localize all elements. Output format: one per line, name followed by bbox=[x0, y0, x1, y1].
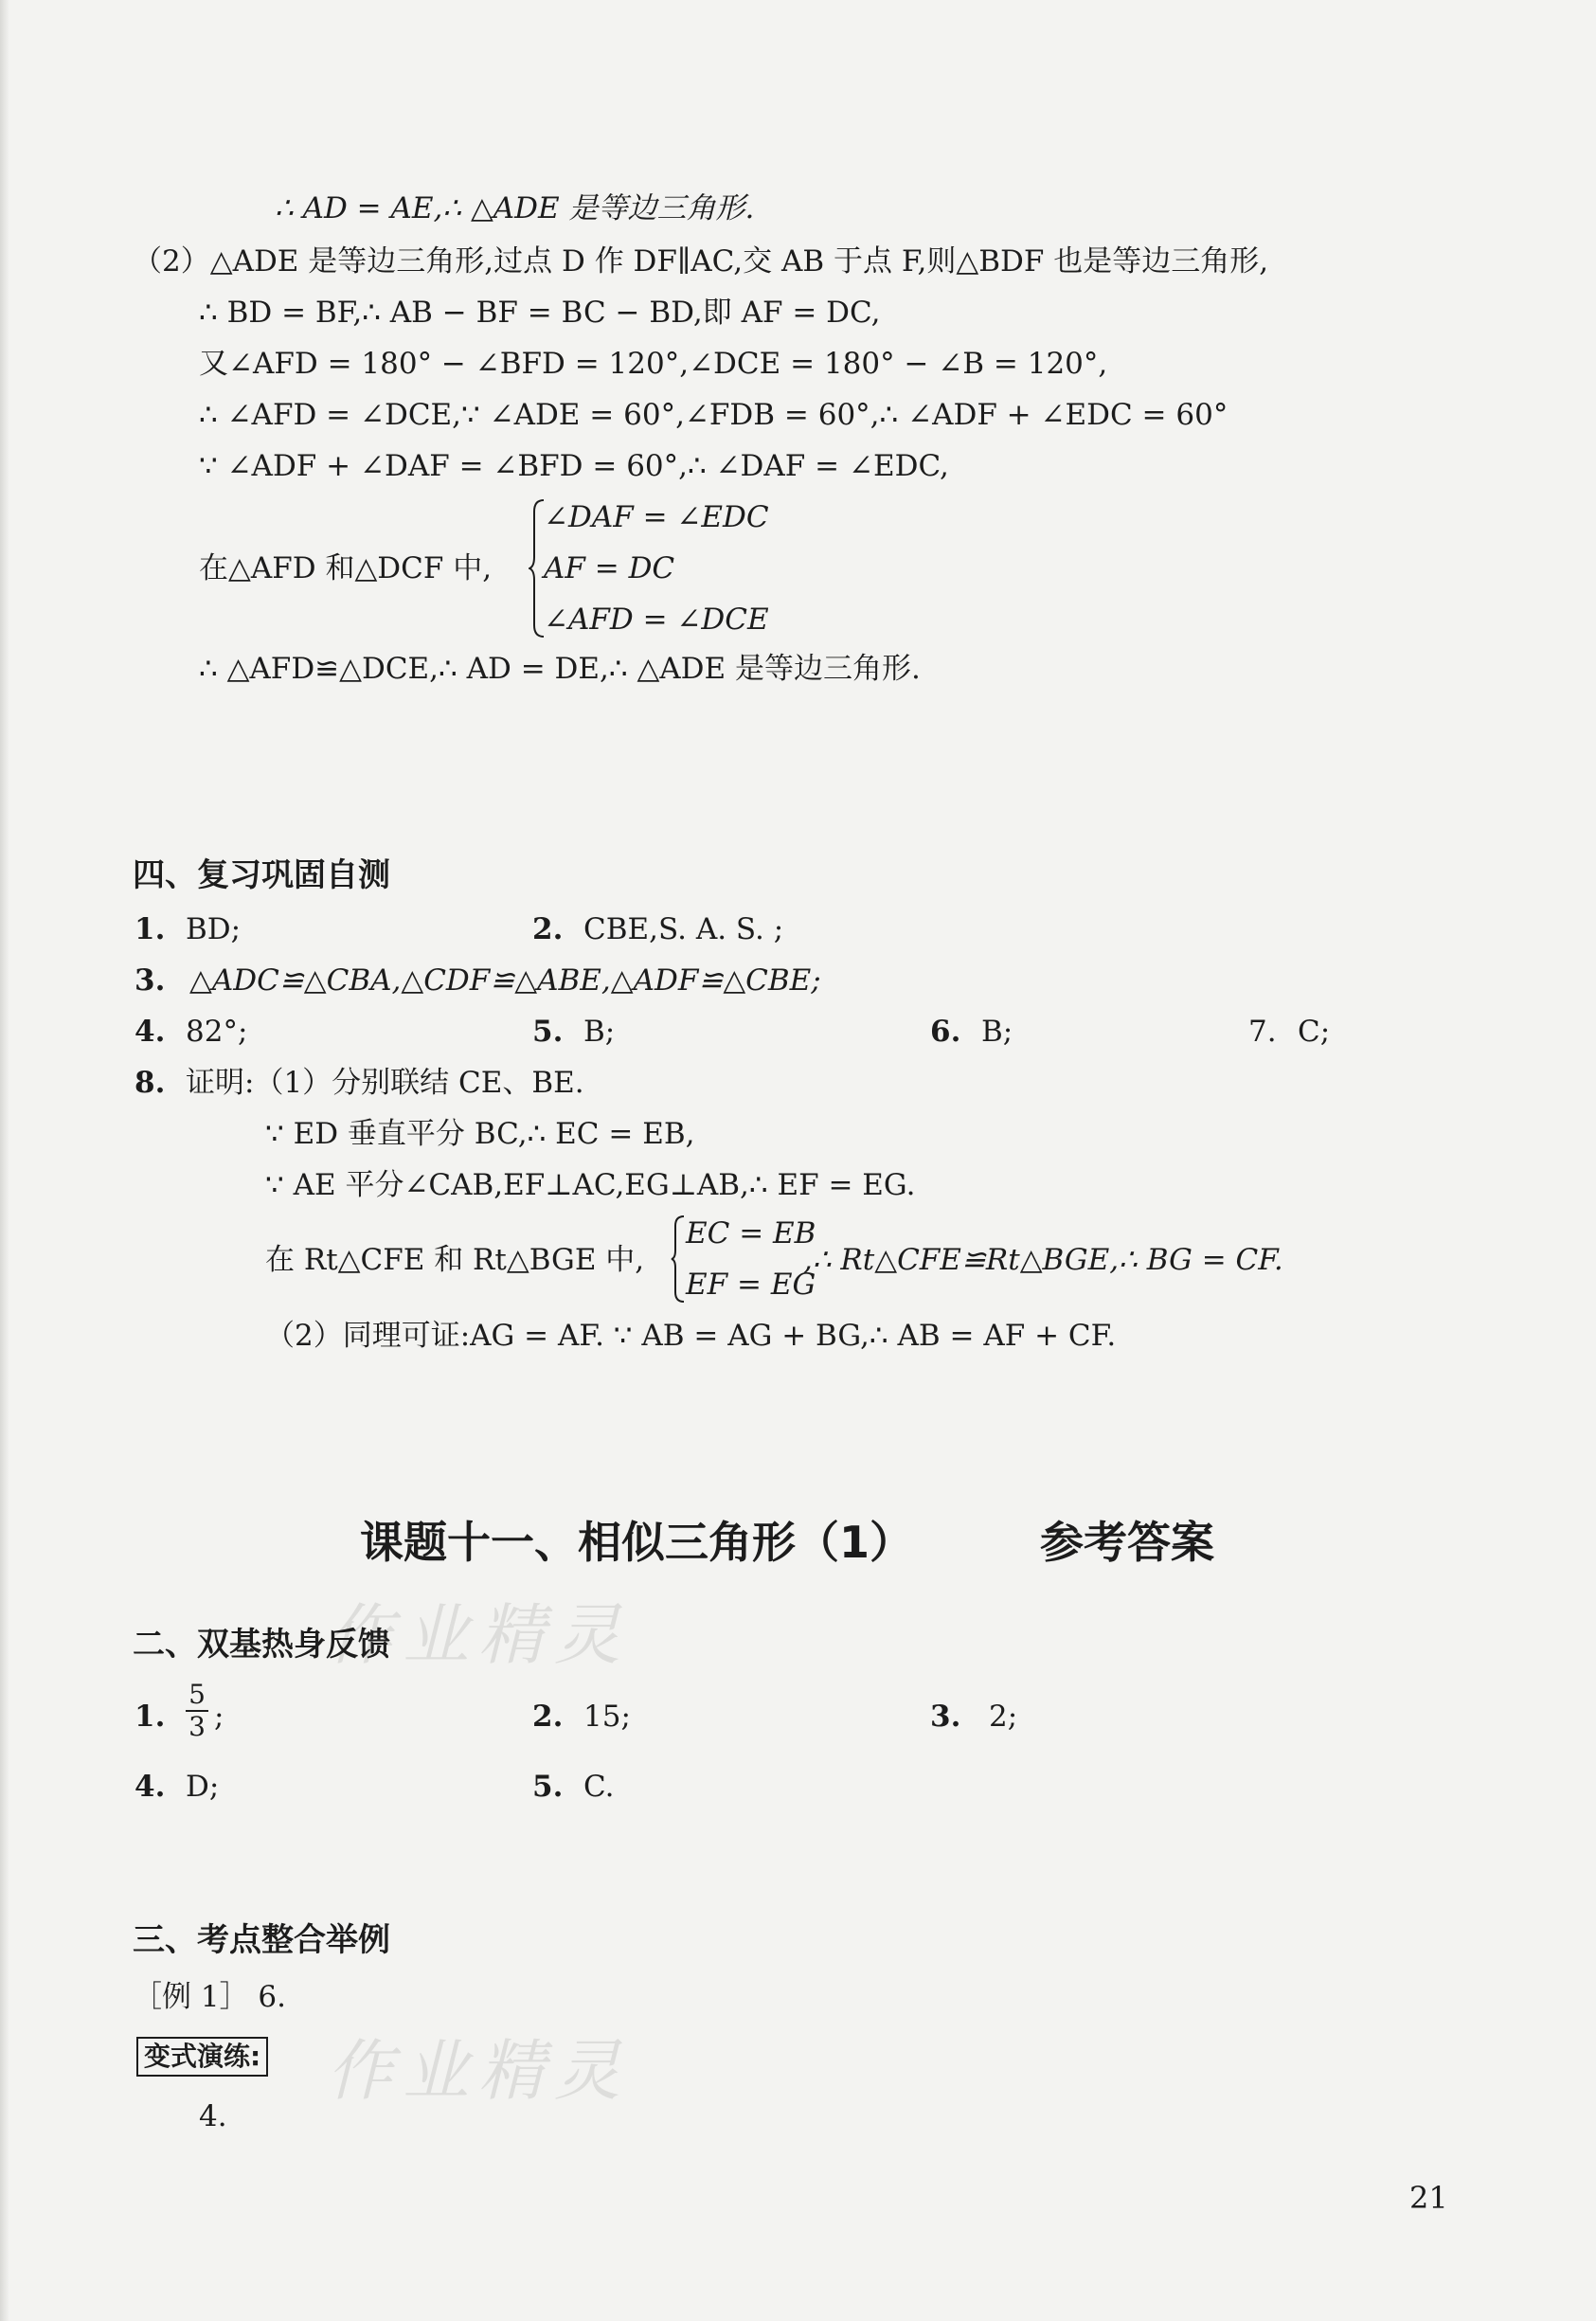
variant-answer: 4. bbox=[199, 2099, 227, 2133]
question-number: 4. bbox=[134, 1770, 166, 1804]
question-number: 1. bbox=[134, 1700, 166, 1734]
answer-text: ; bbox=[214, 1700, 224, 1734]
lesson-title-suffix: 参考答案 bbox=[1040, 1517, 1214, 1568]
system-line: EF = EG bbox=[686, 1268, 816, 1302]
variant-label: 变式演练: bbox=[136, 2037, 268, 2077]
system-prefix: 在△AFD 和△DCF 中, bbox=[199, 551, 493, 585]
watermark: 作业精灵 bbox=[327, 1596, 630, 1674]
answer-text: 15; bbox=[583, 1700, 631, 1734]
answer-text: 82°; bbox=[186, 1015, 248, 1049]
question-number: 8. bbox=[134, 1066, 166, 1100]
proof-line: ∴ AD = AE,∴ △ADE 是等边三角形. bbox=[275, 191, 755, 225]
answer-text: C. bbox=[583, 1770, 615, 1804]
answer-text: 2; bbox=[989, 1700, 1018, 1734]
answer-text: ,∴ Rt△CFE≌Rt△BGE,∴ BG = CF. bbox=[803, 1243, 1283, 1277]
example-answer: ［例 1］ 6. bbox=[133, 1980, 287, 2014]
proof-line: ∴ ∠AFD = ∠DCE,∵ ∠ADE = 60°,∠FDB = 60°,∴ ∠ADF + ∠EDC = 60° bbox=[199, 398, 1228, 432]
page-edge-shadow bbox=[0, 0, 9, 2321]
question-number: 7. bbox=[1248, 1015, 1277, 1049]
answer-text: （2）同理可证:AG = AF. ∵ AB = AG + BG,∴ AB = AF + CF. bbox=[265, 1319, 1117, 1353]
proof-line: 又∠AFD = 180° − ∠BFD = 120°,∠DCE = 180° − ∠B = 120°, bbox=[199, 347, 1108, 381]
answer-text: △ADC≌△CBA,△CDF≌△ABE,△ADF≌△CBE; bbox=[189, 963, 821, 998]
section-heading: 四、复习巩固自测 bbox=[133, 856, 390, 894]
watermark: 作业精灵 bbox=[327, 2032, 630, 2110]
answer-text: ∵ AE 平分∠CAB,EF⊥AC,EG⊥AB,∴ EF = EG. bbox=[265, 1168, 916, 1202]
answer-text: 证明:（1）分别联结 CE、BE. bbox=[186, 1066, 584, 1100]
lesson-title: 课题十一、相似三角形（1） bbox=[360, 1517, 914, 1568]
question-number: 5. bbox=[532, 1015, 564, 1049]
question-number: 5. bbox=[532, 1770, 564, 1804]
brace-icon bbox=[671, 1214, 686, 1304]
question-number: 2. bbox=[532, 1700, 564, 1734]
answer-text: ∵ ED 垂直平分 BC,∴ EC = EB, bbox=[265, 1117, 695, 1151]
question-number: 3. bbox=[134, 963, 166, 998]
answer-text: B; bbox=[981, 1015, 1013, 1049]
answer-text: BD; bbox=[186, 912, 242, 946]
system-line: ∠AFD = ∠DCE bbox=[544, 603, 769, 637]
page-number: 21 bbox=[1409, 2180, 1448, 2216]
question-number: 1. bbox=[134, 912, 166, 946]
system-line: ∠DAF = ∠EDC bbox=[544, 500, 769, 534]
fraction bbox=[186, 1681, 208, 1741]
question-number: 3. bbox=[930, 1700, 961, 1734]
answer-text: C; bbox=[1298, 1015, 1331, 1049]
fraction-denominator: 3 bbox=[188, 1711, 206, 1742]
question-number: 6. bbox=[930, 1015, 961, 1049]
proof-conclusion: ∴ △AFD≌△DCE,∴ AD = DE,∴ △ADE 是等边三角形. bbox=[199, 652, 921, 686]
proof-line: ∴ BD = BF,∴ AB − BF = BC − BD,即 AF = DC, bbox=[199, 296, 881, 330]
fraction-numerator: 5 bbox=[188, 1679, 206, 1710]
proof-line: ∵ ∠ADF + ∠DAF = ∠BFD = 60°,∴ ∠DAF = ∠EDC, bbox=[199, 449, 949, 483]
system-line: AF = DC bbox=[544, 551, 675, 585]
section-heading: 二、双基热身反馈 bbox=[133, 1626, 390, 1664]
answer-text: B; bbox=[583, 1015, 616, 1049]
answer-text: CBE,S. A. S. ; bbox=[583, 912, 784, 946]
proof-line: （2）△ADE 是等边三角形,过点 D 作 DF∥AC,交 AB 于点 F,则△BDF 也是等边三角形, bbox=[133, 244, 1269, 279]
question-number: 4. bbox=[134, 1015, 166, 1049]
section-heading: 三、考点整合举例 bbox=[133, 1921, 390, 1959]
answer-text: D; bbox=[186, 1770, 220, 1804]
question-number: 2. bbox=[532, 912, 564, 946]
answer-text: 在 Rt△CFE 和 Rt△BGE 中, bbox=[265, 1243, 645, 1277]
system-line: EC = EB bbox=[686, 1216, 816, 1250]
